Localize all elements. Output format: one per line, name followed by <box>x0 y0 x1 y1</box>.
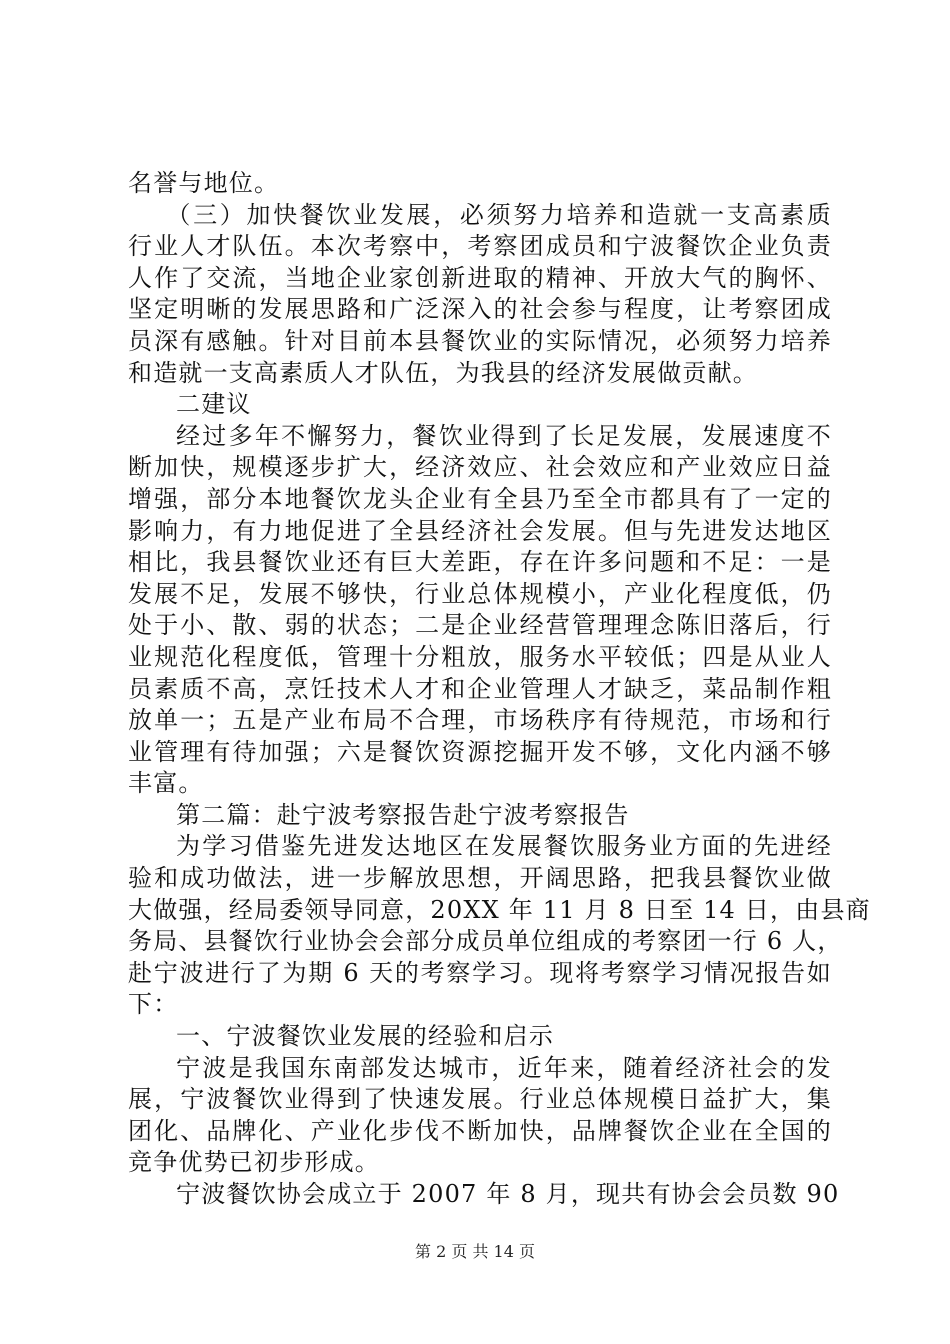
text-line: 员素质不高，烹饪技术人才和企业管理人才缺乏，菜品制作粗 <box>128 674 832 703</box>
text-line: 影响力，有力地促进了全县经济社会发展。但与先进发达地区 <box>128 516 832 545</box>
text-line: 宁波餐饮协会成立于 2007 年 8 月，现共有协会会员数 90 <box>176 1180 840 1208</box>
text-line: 竞争优势已初步形成。 <box>128 1148 380 1177</box>
text-line: 处于小、散、弱的状态；二是企业经营管理理念陈旧落后，行 <box>128 611 832 640</box>
text-line: 员深有感触。针对目前本县餐饮业的实际情况，必须努力培养 <box>128 326 832 355</box>
text-line: 发展不足，发展不够快，行业总体规模小，产业化程度低，仍 <box>128 579 832 608</box>
text-line: 人作了交流，当地企业家创新进取的精神、开放大气的胸怀、 <box>128 263 832 292</box>
text-line: 赴宁波进行了为期 6 天的考察学习。现将考察学习情况报告如 <box>128 958 832 987</box>
text-line: 丰富。 <box>128 769 204 798</box>
text-line: 为学习借鉴先进发达地区在发展餐饮服务业方面的先进经 <box>176 832 832 861</box>
text-line: 大做强，经局委领导同意，20XX 年 11 月 8 日至 14 日，由县商 <box>128 895 871 924</box>
text-line: 断加快，规模逐步扩大，经济效应、社会效应和产业效应日益 <box>128 453 832 482</box>
text-line: 业管理有待加强；六是餐饮资源挖掘开发不够，文化内涵不够 <box>128 737 832 766</box>
text-line: 经过多年不懈努力，餐饮业得到了长足发展，发展速度不 <box>176 421 832 450</box>
text-line: 务局、县餐饮行业协会会部分成员单位组成的考察团一行 6 人， <box>128 927 843 956</box>
text-line: 下： <box>128 990 179 1019</box>
text-line: （三）加快餐饮业发展，必须努力培养和造就一支高素质 <box>166 200 832 229</box>
text-line: 宁波是我国东南部发达城市，近年来，随着经济社会的发 <box>176 1053 832 1082</box>
text-line: 增强，部分本地餐饮龙头企业有全县乃至全市都具有了一定的 <box>128 484 832 513</box>
text-line: 相比，我县餐饮业还有巨大差距，存在许多问题和不足：一是 <box>128 548 832 577</box>
text-line: 名誉与地位。 <box>128 169 280 197</box>
text-line: 第二篇：赴宁波考察报告赴宁波考察报告 <box>176 800 630 829</box>
page-footer: 第 2 页 共 14 页 <box>415 1242 535 1261</box>
text-line: 展，宁波餐饮业得到了快速发展。行业总体规模日益扩大，集 <box>128 1085 832 1114</box>
text-line: 团化、品牌化、产业化步伐不断加快，品牌餐饮企业在全国的 <box>128 1116 832 1145</box>
document-body <box>128 168 871 1211</box>
text-line: 和造就一支高素质人才队伍，为我县的经济发展做贡献。 <box>128 358 758 387</box>
text-line: 行业人才队伍。本次考察中，考察团成员和宁波餐饮企业负责 <box>128 232 832 261</box>
text-line: 验和成功做法，进一步解放思想，开阔思路，把我县餐饮业做 <box>128 864 832 893</box>
text-line: 放单一；五是产业布局不合理，市场秩序有待规范，市场和行 <box>128 706 832 735</box>
text-line: 二建议 <box>176 390 252 419</box>
text-line: 业规范化程度低，管理十分粗放，服务水平较低；四是从业人 <box>128 642 832 671</box>
text-line: 一、宁波餐饮业发展的经验和启示 <box>176 1022 554 1051</box>
text-line: 坚定明晰的发展思路和广泛深入的社会参与程度，让考察团成 <box>128 295 832 324</box>
